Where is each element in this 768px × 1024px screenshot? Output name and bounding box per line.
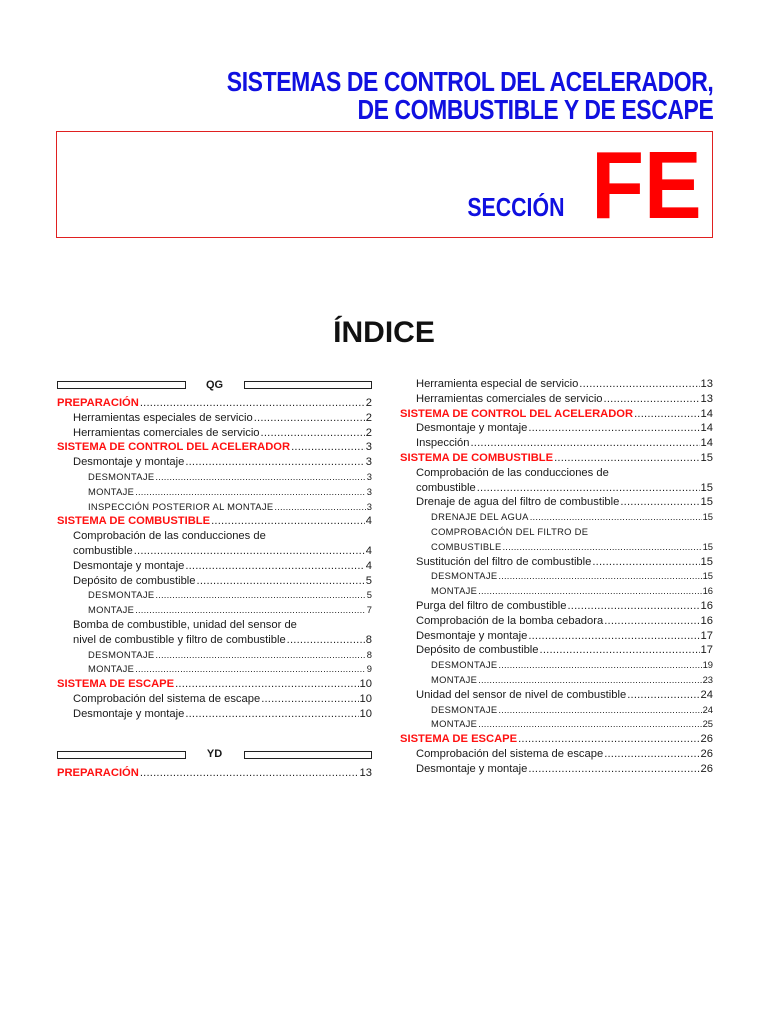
dot-leader — [155, 648, 365, 663]
toc-list-yd — [57, 766, 372, 781]
toc-section-entry[interactable] — [57, 396, 372, 411]
dot-leader — [540, 643, 700, 658]
toc-entry-page: 15 — [702, 540, 713, 552]
dot-leader — [478, 673, 701, 688]
toc-entry-title: DRENAJE DEL AGUA — [431, 511, 529, 523]
dot-leader — [261, 692, 358, 707]
toc-entry-page: 24 — [700, 688, 713, 701]
toc-entry[interactable] — [400, 436, 713, 451]
toc-entry[interactable] — [400, 584, 713, 599]
toc-list-qg — [57, 396, 372, 722]
toc-entry-page: 2 — [365, 397, 372, 409]
toc-entry: Comprobación de las conducciones de — [73, 530, 266, 543]
toc-entry-page: 3 — [365, 456, 372, 469]
toc-entry[interactable] — [57, 559, 372, 574]
toc-entry[interactable] — [57, 707, 372, 722]
toc-entry-page: 16 — [700, 614, 713, 627]
toc-entry-title: SISTEMA DE ESCAPE — [57, 678, 175, 691]
toc-entry-title: Depósito de combustible — [73, 574, 196, 587]
toc-entry-page: 16 — [702, 585, 713, 597]
toc-list-right — [400, 377, 713, 777]
toc-entry: Comprobación de las conducciones de — [416, 466, 609, 479]
engine-divider-qg — [57, 378, 372, 392]
toc-entry-page: 2 — [365, 411, 372, 424]
toc-entry-title: PREPARACIÓN — [57, 397, 139, 409]
dot-leader — [185, 455, 364, 470]
toc-entry-title: PREPARACIÓN — [57, 766, 139, 779]
dot-leader — [291, 440, 365, 455]
toc-entry[interactable] — [400, 569, 713, 584]
engine-label-qg: QG — [205, 378, 224, 391]
document-title — [120, 68, 713, 124]
dot-leader — [185, 707, 358, 722]
divider-bar — [57, 751, 186, 759]
engine-label-yd: YD — [206, 748, 223, 761]
toc-entry-page: 10 — [359, 678, 372, 691]
toc-entry-page: 14 — [700, 422, 713, 435]
toc-entry-page: 10 — [359, 692, 372, 705]
dot-leader — [175, 677, 358, 692]
toc-entry-title: Herramientas comerciales de servicio — [416, 392, 603, 405]
toc-entry-title: MONTAJE — [88, 604, 135, 616]
toc-entry-title: Purga del filtro de combustible — [416, 599, 567, 612]
dot-leader — [135, 485, 366, 500]
dot-leader — [155, 470, 365, 485]
toc-entry-title: DESMONTAJE — [431, 659, 498, 671]
toc-entry[interactable] — [57, 500, 372, 515]
toc-entry-page: 14 — [700, 437, 713, 450]
toc-entry[interactable] — [400, 717, 713, 732]
divider-bar — [57, 381, 186, 389]
dot-leader — [254, 411, 365, 426]
toc-entry-title: DESMONTAJE — [88, 589, 155, 601]
toc-entry-page: 13 — [700, 392, 713, 405]
toc-section-entry[interactable] — [400, 732, 713, 747]
toc-entry-page: 15 — [700, 496, 713, 509]
dot-leader — [528, 762, 699, 777]
dot-leader — [185, 559, 364, 574]
toc-entry-page: 26 — [700, 733, 713, 746]
toc-entry[interactable] — [57, 485, 372, 500]
toc-entry-title: DESMONTAJE — [431, 570, 498, 582]
toc-section-entry[interactable] — [57, 766, 372, 781]
toc-entry[interactable] — [400, 540, 713, 555]
divider-bar — [244, 381, 373, 389]
toc-entry[interactable] — [400, 377, 713, 392]
dot-leader — [498, 703, 701, 718]
dot-leader — [261, 426, 365, 441]
toc-entry-title: MONTAJE — [431, 673, 478, 685]
index-heading: ÍNDICE — [333, 316, 435, 349]
toc-entry-title: Comprobación del sistema de escape — [73, 692, 261, 705]
toc-entry[interactable] — [400, 421, 713, 436]
toc-entry-title: COMBUSTIBLE — [431, 540, 502, 552]
dot-leader — [627, 688, 699, 703]
toc-entry-page: 2 — [365, 426, 372, 439]
dot-leader — [604, 747, 699, 762]
dot-leader — [478, 584, 701, 599]
toc-entry[interactable] — [400, 481, 713, 496]
toc-entry[interactable] — [400, 392, 713, 407]
toc-entry-page: 15 — [702, 570, 713, 582]
toc-entry-page: 17 — [700, 644, 713, 657]
toc-entry[interactable] — [400, 643, 713, 658]
toc-entry-page: 10 — [359, 707, 372, 720]
toc-entry-title: Inspección — [416, 437, 470, 450]
toc-entry-title: Sustitución del filtro de combustible — [416, 555, 592, 568]
dot-leader — [140, 396, 365, 411]
toc-entry[interactable] — [400, 703, 713, 718]
toc-entry-title: SISTEMA DE COMBUSTIBLE — [57, 515, 211, 528]
toc-entry-page: 4 — [365, 515, 372, 528]
toc-entry[interactable] — [57, 692, 372, 707]
dot-leader — [528, 629, 699, 644]
toc-entry: COMPROBACIÓN DEL FILTRO DE — [431, 525, 589, 537]
toc-entry-page: 15 — [700, 481, 713, 494]
toc-entry-page: 14 — [700, 407, 713, 420]
toc-entry[interactable] — [57, 633, 372, 648]
document-title-line1: SISTEMAS DE CONTROL DEL ACELERADOR, — [226, 66, 713, 97]
dot-leader — [554, 451, 699, 466]
dot-leader — [604, 392, 700, 407]
section-box — [56, 131, 713, 238]
dot-leader — [530, 510, 702, 525]
toc-entry-title: Desmontaje y montaje — [416, 629, 528, 642]
toc-entry[interactable] — [400, 673, 713, 688]
toc-entry-title: SISTEMA DE CONTROL DEL ACELERADOR — [57, 441, 291, 454]
toc-entry[interactable] — [400, 747, 713, 762]
toc-entry-page: 3 — [366, 470, 372, 482]
toc-entry[interactable] — [57, 426, 372, 441]
toc-entry-page: 15 — [702, 511, 713, 523]
document-title-line2: DE COMBUSTIBLE Y DE ESCAPE — [357, 94, 713, 125]
toc-entry-title: Comprobación de la bomba cebadora — [416, 614, 604, 627]
dot-leader — [477, 481, 700, 496]
toc-left-column — [57, 378, 372, 780]
toc-entry[interactable] — [57, 603, 372, 618]
toc-entry-title: Herramientas especiales de servicio — [73, 411, 253, 424]
toc-entry-title: DESMONTAJE — [88, 648, 155, 660]
toc-entry-title: Comprobación del sistema de escape — [416, 747, 604, 760]
dot-leader — [592, 555, 699, 570]
toc-section-entry[interactable] — [57, 514, 372, 529]
dot-leader — [503, 540, 702, 555]
toc-entry-title: MONTAJE — [431, 718, 478, 730]
toc-entry-page: 13 — [700, 378, 713, 390]
toc-entry: Bomba de combustible, unidad del sensor de — [73, 618, 297, 631]
toc-section-entry[interactable] — [400, 451, 713, 466]
dot-leader — [135, 662, 366, 677]
toc-entry-title: nivel de combustible y filtro de combustible — [73, 633, 286, 646]
dot-leader — [471, 436, 700, 451]
dot-leader — [197, 574, 365, 589]
dot-leader — [604, 614, 699, 629]
toc-entry-title: Herramientas comerciales de servicio — [73, 426, 260, 439]
dot-leader — [287, 633, 365, 648]
dot-leader — [620, 495, 699, 510]
toc-entry-page: 8 — [366, 648, 372, 660]
toc-entry-page: 25 — [702, 718, 713, 730]
dot-leader — [498, 569, 701, 584]
toc-entry-title: Desmontaje y montaje — [416, 762, 528, 775]
toc-entry-title: MONTAJE — [88, 485, 135, 497]
dot-leader — [634, 407, 699, 422]
toc-entry-title: Desmontaje y montaje — [73, 707, 185, 720]
toc-entry-title: DESMONTAJE — [88, 470, 155, 482]
toc-entry-title: Desmontaje y montaje — [416, 422, 528, 435]
toc-entry-title: Unidad del sensor de nivel de combustible — [416, 688, 627, 701]
toc-section-entry[interactable] — [400, 407, 713, 422]
dot-leader — [274, 500, 365, 515]
dot-leader — [478, 717, 701, 732]
toc-entry[interactable] — [400, 510, 713, 525]
toc-entry-title: MONTAJE — [88, 663, 135, 675]
toc-entry[interactable] — [57, 588, 372, 603]
dot-leader — [579, 377, 699, 392]
dot-leader — [528, 421, 699, 436]
toc-entry[interactable] — [57, 662, 372, 677]
section-label: SECCIÓN — [466, 192, 564, 222]
toc-section-entry[interactable] — [57, 677, 372, 692]
toc-entry-page: 16 — [700, 599, 713, 612]
toc-entry[interactable] — [400, 495, 713, 510]
toc-entry[interactable] — [400, 658, 713, 673]
toc-entry[interactable] — [400, 629, 713, 644]
toc-entry-title: combustible — [73, 544, 133, 557]
dot-leader — [135, 603, 366, 618]
toc-entry-page: 13 — [359, 766, 372, 779]
toc-entry-page: 4 — [365, 544, 372, 557]
toc-entry[interactable] — [57, 411, 372, 426]
engine-divider-yd — [57, 748, 372, 762]
dot-leader — [134, 544, 365, 559]
toc-right-column — [400, 377, 713, 777]
toc-entry-title: MONTAJE — [431, 585, 478, 597]
toc-entry-title: Drenaje de agua del filtro de combustible — [416, 496, 620, 509]
toc-entry-page: 26 — [700, 762, 713, 775]
toc-entry[interactable] — [57, 455, 372, 470]
toc-entry-page: 5 — [366, 589, 372, 601]
toc-entry-title: INSPECCIÓN POSTERIOR AL MONTAJE — [88, 500, 274, 512]
toc-entry-title: SISTEMA DE ESCAPE — [400, 733, 518, 746]
toc-entry-title: Desmontaje y montaje — [73, 559, 185, 572]
toc-entry[interactable] — [57, 470, 372, 485]
toc-entry-page: 5 — [365, 574, 372, 587]
toc-entry-title: Desmontaje y montaje — [73, 456, 185, 469]
dot-leader — [211, 514, 365, 529]
toc-entry-page: 15 — [700, 555, 713, 568]
toc-entry-title: SISTEMA DE COMBUSTIBLE — [400, 451, 554, 464]
toc-entry-page: 26 — [700, 747, 713, 760]
toc-entry-page: 15 — [700, 451, 713, 464]
toc-entry[interactable] — [400, 762, 713, 777]
dot-leader — [518, 732, 699, 747]
toc-entry-title: DESMONTAJE — [431, 703, 498, 715]
toc-entry[interactable] — [400, 614, 713, 629]
toc-entry-page: 3 — [366, 485, 372, 497]
dot-leader — [140, 766, 359, 781]
toc-entry[interactable] — [57, 648, 372, 663]
toc-entry-page: 3 — [366, 500, 372, 512]
toc-entry-page: 4 — [365, 559, 372, 572]
toc-entry[interactable] — [57, 544, 372, 559]
toc-entry-page: 24 — [702, 703, 713, 715]
toc-entry-page: 23 — [702, 673, 713, 685]
toc-entry-page: 17 — [700, 629, 713, 642]
toc-entry-title: Depósito de combustible — [416, 644, 539, 657]
dot-leader — [498, 658, 701, 673]
toc-entry[interactable] — [400, 555, 713, 570]
section-code: FE — [591, 132, 702, 239]
toc-entry-title: combustible — [416, 481, 476, 494]
divider-bar — [244, 751, 373, 759]
toc-entry-page: 8 — [365, 633, 372, 646]
toc-entry-page: 19 — [702, 659, 713, 671]
toc-entry-page: 7 — [366, 604, 372, 616]
toc-entry[interactable] — [400, 688, 713, 703]
dot-leader — [155, 588, 365, 603]
toc-entry[interactable] — [400, 599, 713, 614]
toc-entry-page: 9 — [366, 663, 372, 675]
toc-entry-title: SISTEMA DE CONTROL DEL ACELERADOR — [400, 407, 634, 420]
toc-entry-title: Herramienta especial de servicio — [416, 378, 579, 390]
toc-entry-page: 3 — [365, 441, 372, 454]
toc-section-entry[interactable] — [57, 440, 372, 455]
toc-entry[interactable] — [57, 574, 372, 589]
dot-leader — [568, 599, 700, 614]
